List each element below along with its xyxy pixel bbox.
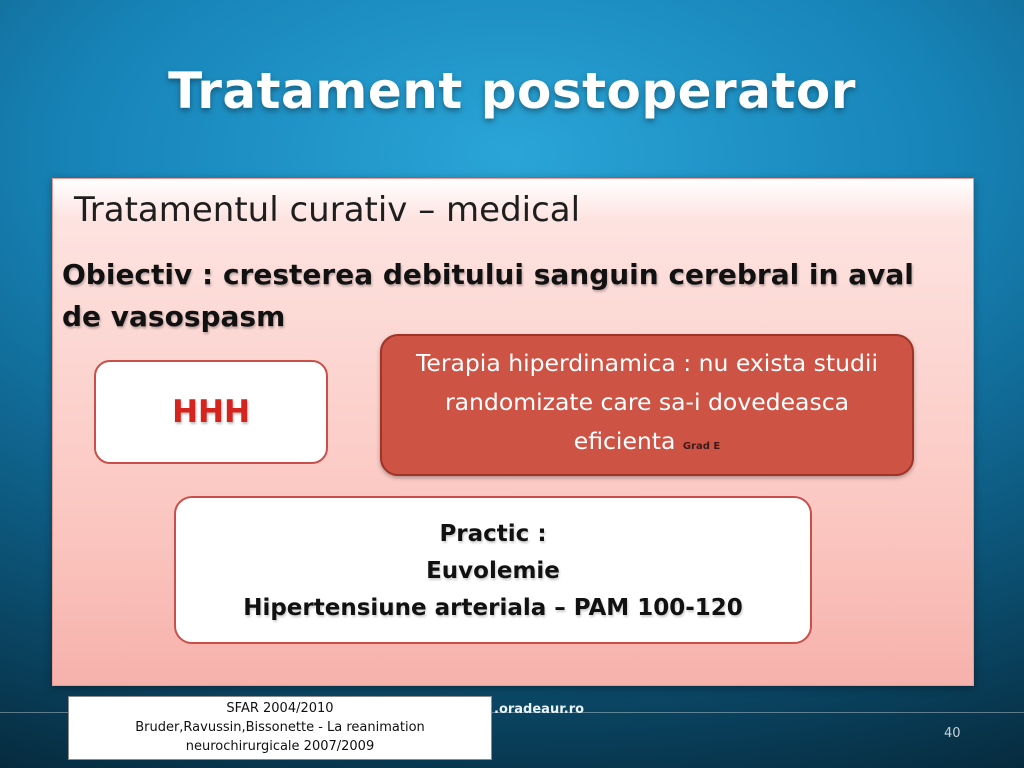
- slide-subtitle: Tratamentul curativ – medical: [74, 190, 581, 230]
- page-number: 40: [944, 726, 961, 741]
- grade-badge: Grad E: [682, 441, 721, 452]
- brand-watermark: .oradeaur.ro: [494, 702, 585, 717]
- objective-text: Obiectiv : cresterea debitului sanguin cerebral in aval de vasospasm: [62, 258, 914, 333]
- terapia-content: [412, 344, 882, 466]
- hhh-box: [94, 360, 328, 464]
- reference-line-3: neurochirurgicale 2007/2009: [185, 739, 375, 754]
- terapia-text: Terapia hiperdinamica : nu exista studii randomizate care sa-i dovedeasca eficienta: [416, 349, 878, 455]
- practic-hipertensiune: Hipertensiune arteriala – PAM 100-120: [243, 595, 743, 621]
- practic-box: [174, 496, 812, 644]
- practic-euvolemie: Euvolemie: [426, 558, 560, 584]
- reference-line-2: Bruder,Ravussin,Bissonette - La reanimation: [135, 720, 425, 735]
- references-box: [68, 696, 492, 760]
- practic-heading: Practic :: [439, 521, 547, 547]
- hhh-label: HHH: [172, 394, 250, 430]
- reference-line-1: SFAR 2004/2010: [226, 701, 334, 716]
- slide-title: Tratament postoperator: [168, 62, 856, 120]
- terapia-box: [380, 334, 914, 476]
- practic-content: [176, 516, 810, 627]
